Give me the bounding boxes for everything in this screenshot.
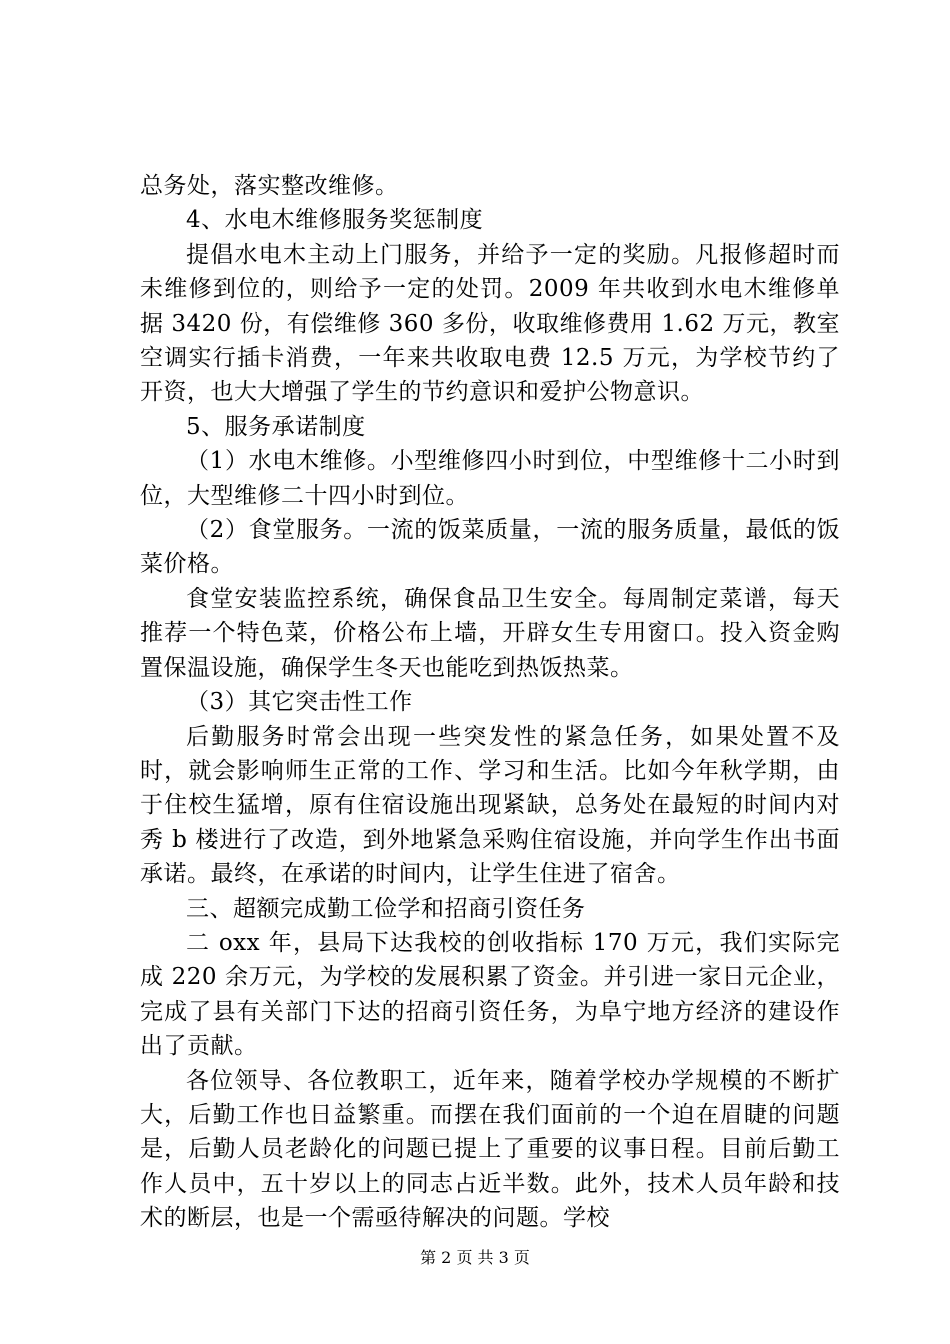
paragraph-repair-reward: 提倡水电木主动上门服务，并给予一定的奖励。凡报修超时而未维修到位的，则给予一定的处罚。2009 年共收到水电木维修单据 3420 份，有偿维修 360 多份，收取维修费用 1.62 万元，教室空调实行插卡消费，一年来共收取电费 12.5 万元，为学校节约了开资，也大大增强了学生的节约意识和爱护公物意识。 xyxy=(140,241,840,406)
paragraph-urgent-tasks: 后勤服务时常会出现一些突发性的紧急任务，如果处置不及时，就会影响师生正常的工作、学习和生活。比如今年秋学期，由于住校生猛增，原有住宿设施出现紧缺，总务处在最短的时间内对秀 b 楼进行了改造，到外地紧急采购住宿设施，并向学生作出书面承诺。最终，在承诺的时间内，让学生住进了宿舍。 xyxy=(140,723,840,888)
heading-item-4: 4、水电木维修服务奖惩制度 xyxy=(186,207,484,234)
paragraph-revenue: 二 oxx 年，县局下达我校的创收指标 170 万元，我们实际完成 220 余万元，为学校的发展积累了资金。并引进一家日元企业，完成了县有关部门下达的招商引资任务，为阜宁地方经济的建设作出了贡献。 xyxy=(140,929,840,1060)
heading-item-5: 5、服务承诺制度 xyxy=(186,413,366,440)
document-body xyxy=(140,169,840,1236)
heading-section-3: 三、超额完成勤工俭学和招商引资任务 xyxy=(186,895,586,922)
paragraph-sub-1: （1）水电木维修。小型维修四小时到位，中型维修十二小时到位，大型维修二十四小时到位。 xyxy=(140,448,840,509)
page-footer: 第 2 页 共 3 页 xyxy=(420,1248,530,1267)
paragraph-closing: 各位领导、各位教职工，近年来，随着学校办学规模的不断扩大，后勤工作也日益繁重。而摆在我们面前的一个迫在眉睫的问题是，后勤人员老龄化的问题已提上了重要的议事日程。目前后勤工作人员中，五十岁以上的同志占近半数。此外，技术人员年龄和技术的断层，也是一个需亟待解决的问题。学校 xyxy=(140,1067,840,1232)
paragraph-canteen: 食堂安装监控系统，确保食品卫生安全。每周制定菜谱，每天推荐一个特色菜，价格公布上墙，开辟女生专用窗口。投入资金购置保温设施，确保学生冬天也能吃到热饭热菜。 xyxy=(140,585,840,681)
paragraph-sub-3: （3）其它突击性工作 xyxy=(186,689,413,716)
paragraph-sub-2: （2）食堂服务。一流的饭菜质量，一流的服务质量，最低的饭菜价格。 xyxy=(140,517,840,578)
paragraph-continuation: 总务处，落实整改维修。 xyxy=(140,173,399,199)
